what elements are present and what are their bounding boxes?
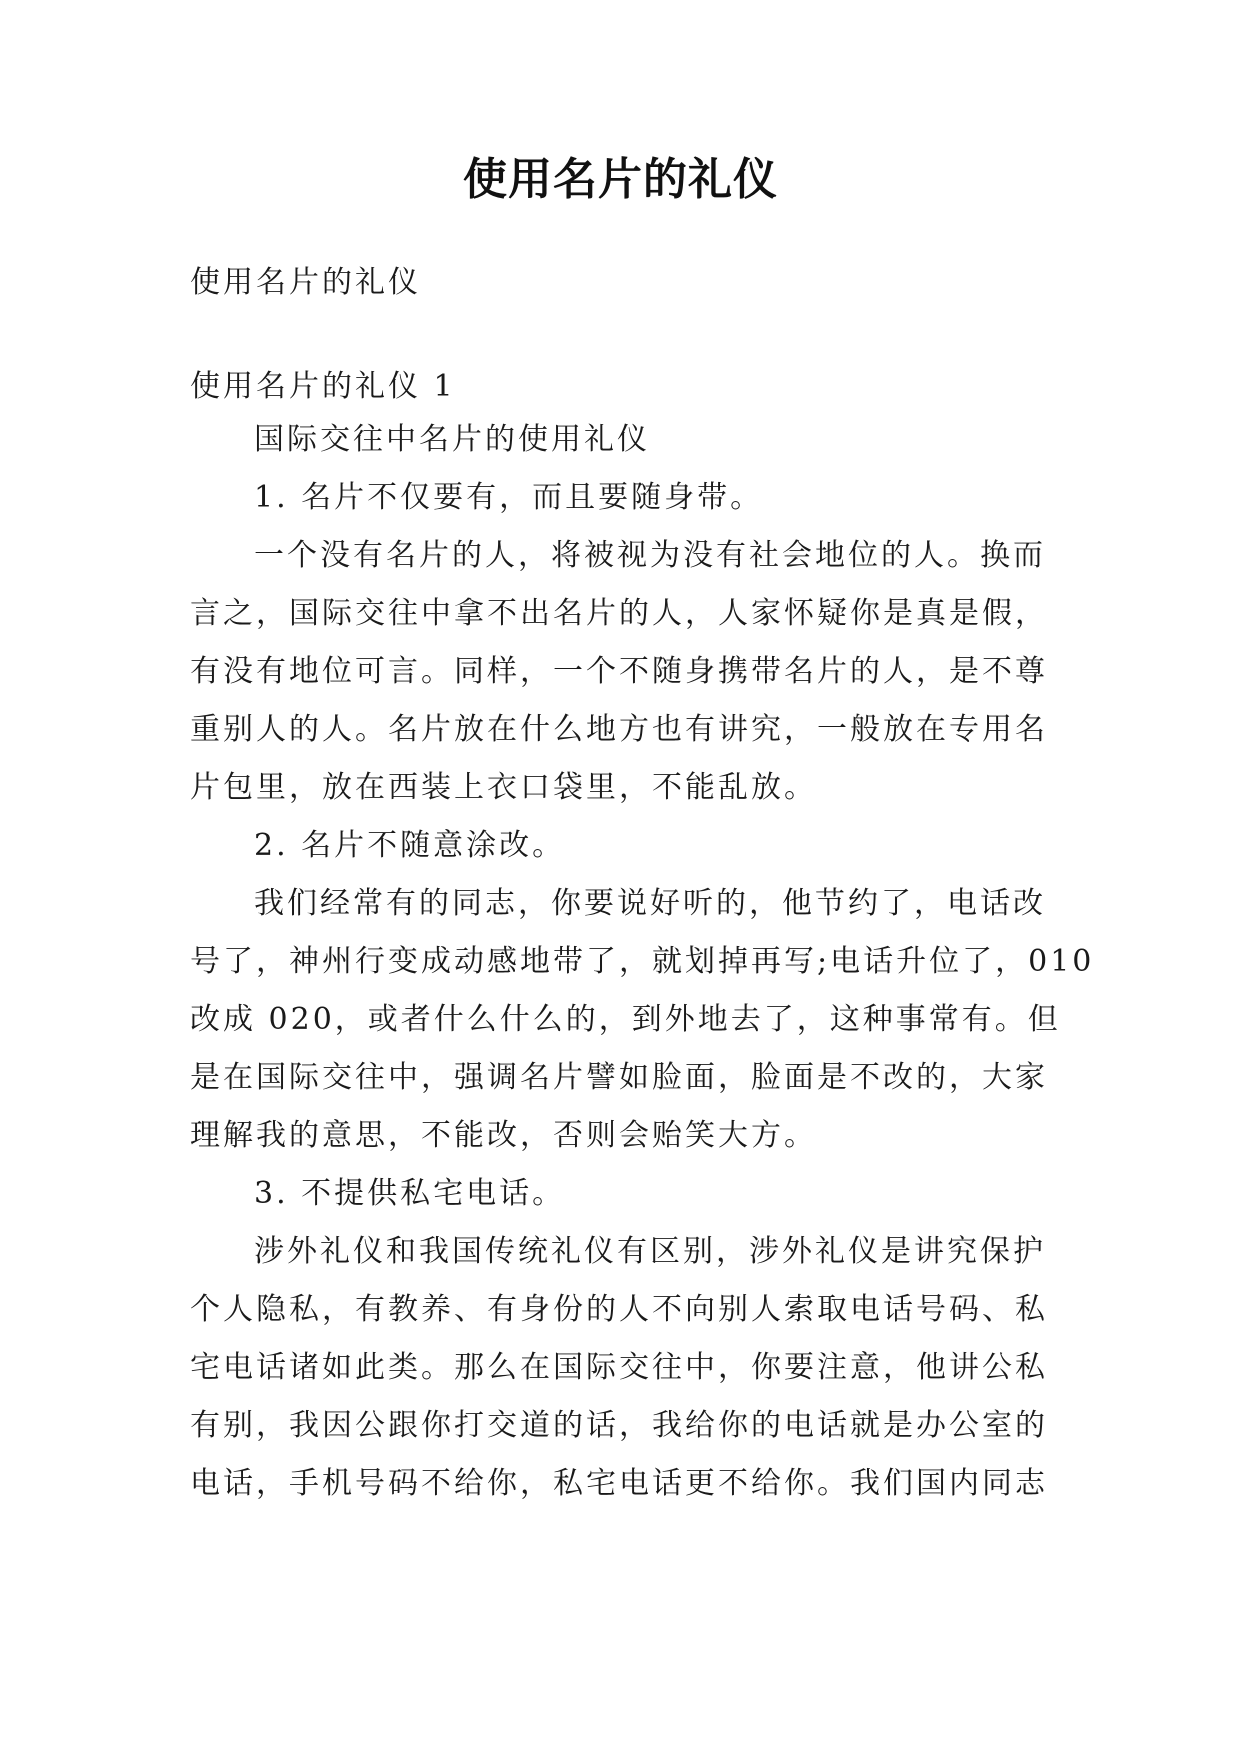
point-3-line: 涉外礼仪和我国传统礼仪有区别，涉外礼仪是讲究保护 xyxy=(254,1234,1046,1269)
point-3-line: 电话，手机号码不给你，私宅电话更不给你。我们国内同志 xyxy=(190,1466,1048,1501)
content-block xyxy=(190,411,1095,1513)
point-1-line: 一个没有名片的人，将被视为没有社会地位的人。换而 xyxy=(254,538,1046,573)
document-title: 使用名片的礼仪 xyxy=(463,154,778,205)
point-3-line: 宅电话诸如此类。那么在国际交往中，你要注意，他讲公私 xyxy=(190,1350,1048,1385)
point-1-line: 言之，国际交往中拿不出名片的人，人家怀疑你是真是假， xyxy=(190,596,1048,631)
point-2-line: 我们经常有的同志，你要说好听的，他节约了，电话改 xyxy=(254,886,1046,921)
point-1-line: 片包里，放在西装上衣口袋里，不能乱放。 xyxy=(190,770,817,805)
section-subheading: 国际交往中名片的使用礼仪 xyxy=(254,422,650,457)
point-3-heading: 3. 不提供私宅电话。 xyxy=(254,1176,566,1211)
point-3-line: 个人隐私，有教养、有身份的人不向别人索取电话号码、私 xyxy=(190,1292,1048,1327)
point-2-line: 是在国际交往中，强调名片譬如脸面，脸面是不改的，大家 xyxy=(190,1060,1048,1095)
point-1-line: 重别人的人。名片放在什么地方也有讲究，一般放在专用名 xyxy=(190,712,1048,747)
document-subtitle: 使用名片的礼仪 xyxy=(190,265,421,300)
point-1-line: 有没有地位可言。同样，一个不随身携带名片的人，是不尊 xyxy=(190,654,1048,689)
point-3-line: 有别，我因公跟你打交道的话，我给你的电话就是办公室的 xyxy=(190,1408,1048,1443)
section-heading: 使用名片的礼仪 1 xyxy=(190,369,456,404)
point-2-line: 号了，神州行变成动感地带了，就划掉再写;电话升位了，010 xyxy=(190,944,1095,979)
point-2-line: 改成 020，或者什么什么的，到外地去了，这种事常有。但 xyxy=(190,1002,1061,1037)
point-2-line: 理解我的意思，不能改，否则会贻笑大方。 xyxy=(190,1118,817,1153)
point-1-heading: 1. 名片不仅要有，而且要随身带。 xyxy=(254,480,764,515)
point-2-heading: 2. 名片不随意涂改。 xyxy=(254,828,566,863)
